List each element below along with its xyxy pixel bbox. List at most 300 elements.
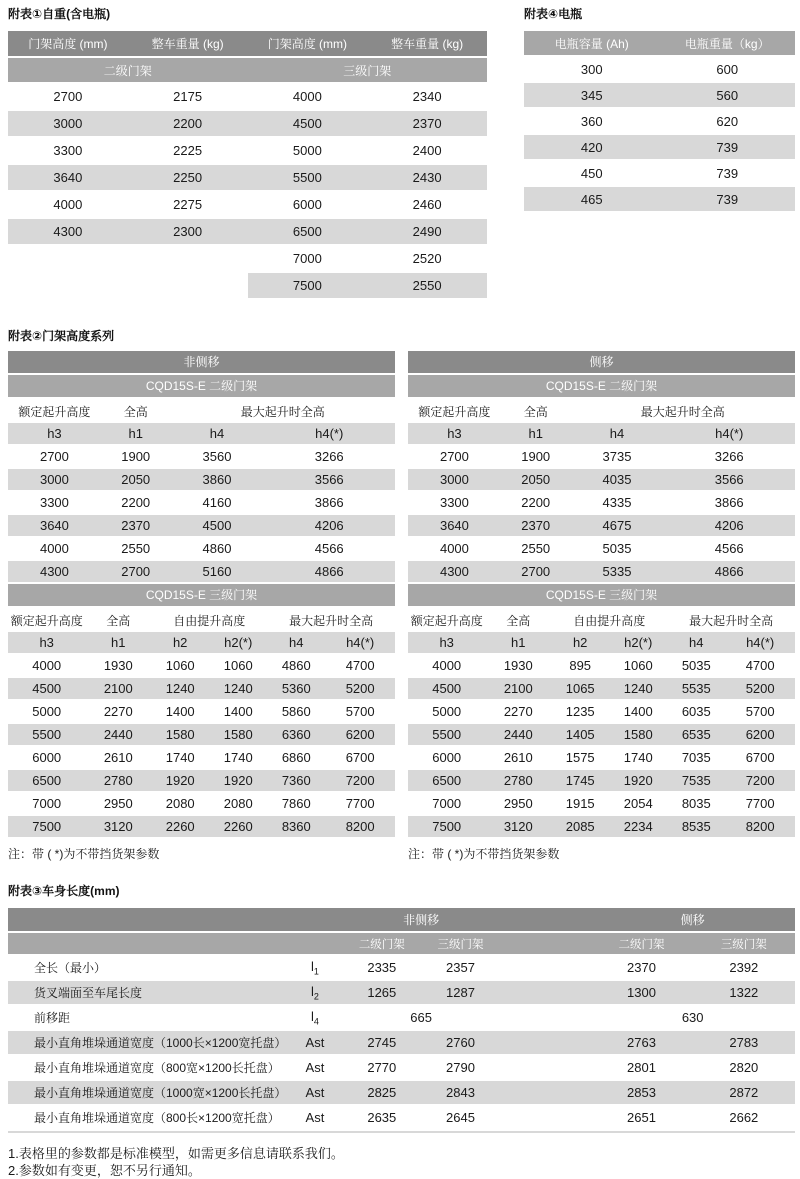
value-cell: 1580 xyxy=(151,724,209,745)
self-weight-column-headers xyxy=(8,31,487,56)
table-row xyxy=(8,138,487,163)
value-cell: 739 xyxy=(660,135,796,159)
value-cell: 2700 xyxy=(408,446,501,467)
value-cell: 4000 xyxy=(8,192,128,217)
row-symbol: $l_4$ xyxy=(287,1006,342,1029)
value-cell: 3300 xyxy=(8,492,101,513)
value-cell: 2490 xyxy=(367,219,487,244)
table-row xyxy=(8,246,487,271)
value-cell: 2651 xyxy=(590,1106,692,1129)
value-cell: 2520 xyxy=(367,246,487,271)
column-group-header: 全高 xyxy=(485,610,551,630)
value-cell: 4566 xyxy=(663,538,795,559)
value-cell: 2370 xyxy=(590,956,692,979)
value-cell: 5500 xyxy=(248,165,368,190)
column-header: 电瓶容量 (Ah) xyxy=(524,31,660,55)
three-stage-table xyxy=(8,608,395,839)
value-cell: 7000 xyxy=(248,246,368,271)
empty-cell xyxy=(8,246,128,271)
value-cell: 5160 xyxy=(171,561,264,582)
value-cell: 2790 xyxy=(421,1056,500,1079)
value-cell: 739 xyxy=(660,187,796,211)
table-row xyxy=(524,135,795,159)
symbol-header: h4 xyxy=(667,632,725,653)
symbol-header: h4 xyxy=(267,632,325,653)
table-row xyxy=(524,109,795,133)
column-header: 整车重量 (kg) xyxy=(128,31,248,56)
value-cell: 630 xyxy=(590,1006,795,1029)
table-row xyxy=(408,446,795,467)
mast-height-title: 附表②门架高度系列 xyxy=(8,329,115,343)
battery-block xyxy=(524,6,795,213)
value-cell: 4206 xyxy=(263,515,395,536)
table-row xyxy=(8,1006,795,1029)
value-cell: 2700 xyxy=(8,446,101,467)
symbol-header: h1 xyxy=(501,423,571,444)
column-header: 电瓶重量（kg） xyxy=(660,31,796,55)
footer-notes xyxy=(8,1145,795,1179)
body-length-group-header-row xyxy=(8,908,795,931)
value-cell: 4206 xyxy=(663,515,795,536)
value-cell: 3860 xyxy=(171,469,264,490)
value-cell: 1400 xyxy=(151,701,209,722)
value-cell: 7860 xyxy=(267,793,325,814)
column-header: 门架高度 (mm) xyxy=(8,31,128,56)
value-cell: 5535 xyxy=(667,678,725,699)
column-group-header-row xyxy=(8,610,395,630)
table-row xyxy=(8,273,487,298)
table-row xyxy=(8,816,395,837)
column-group-header: 自由提升高度 xyxy=(151,610,267,630)
value-cell: 3120 xyxy=(485,816,551,837)
value-cell: 2080 xyxy=(209,793,267,814)
value-cell: 1740 xyxy=(609,747,667,768)
table-row xyxy=(8,724,395,745)
row-label: 最小直角堆垛通道宽度（800宽×1200长托盘） xyxy=(8,1056,287,1079)
value-cell: 1740 xyxy=(151,747,209,768)
value-cell: 2700 xyxy=(501,561,571,582)
value-cell: 7200 xyxy=(725,770,795,791)
value-cell: 1930 xyxy=(485,655,551,676)
empty-header xyxy=(8,908,342,931)
value-cell: 1900 xyxy=(101,446,171,467)
model-header-two-stage: CQD15S-E 二级门架 xyxy=(8,375,395,397)
table-row xyxy=(408,816,795,837)
body-length-table xyxy=(8,906,795,1133)
row-label: 最小直角堆垛通道宽度（1000宽×1200长托盘） xyxy=(8,1081,287,1104)
value-cell: 8200 xyxy=(325,816,395,837)
value-cell: 2610 xyxy=(85,747,151,768)
battery-column-headers xyxy=(524,31,795,55)
self-weight-block xyxy=(8,6,487,300)
value-cell: 2260 xyxy=(209,816,267,837)
value-cell: 6000 xyxy=(8,747,85,768)
value-cell: 4000 xyxy=(408,538,501,559)
column-header: 三级门架 xyxy=(693,933,795,954)
value-cell: 1287 xyxy=(421,981,500,1004)
symbol-header: h2 xyxy=(151,632,209,653)
value-cell: 8035 xyxy=(667,793,725,814)
column-group-header: 自由提升高度 xyxy=(551,610,667,630)
value-cell: 2200 xyxy=(501,492,571,513)
value-cell: 420 xyxy=(524,135,660,159)
value-cell: 6500 xyxy=(248,219,368,244)
value-cell: 2872 xyxy=(693,1081,795,1104)
value-cell: 7500 xyxy=(248,273,368,298)
value-cell: 2662 xyxy=(693,1106,795,1129)
value-cell: 1740 xyxy=(209,747,267,768)
value-cell: 2054 xyxy=(609,793,667,814)
value-cell: 2430 xyxy=(367,165,487,190)
value-cell: 2050 xyxy=(501,469,571,490)
column-header: 三级门架 xyxy=(421,933,500,954)
value-cell: 2250 xyxy=(128,165,248,190)
value-cell: 3300 xyxy=(408,492,501,513)
value-cell: 4300 xyxy=(8,561,101,582)
table-row xyxy=(8,84,487,109)
symbol-header: h2 xyxy=(551,632,609,653)
value-cell: 7700 xyxy=(325,793,395,814)
value-cell: 7000 xyxy=(408,793,485,814)
value-cell: 665 xyxy=(342,1006,499,1029)
table-row xyxy=(408,724,795,745)
value-cell: 5500 xyxy=(408,724,485,745)
symbol-header: h2(*) xyxy=(209,632,267,653)
row-symbol: Ast xyxy=(287,1106,342,1129)
value-cell: 1920 xyxy=(151,770,209,791)
symbol-header: h1 xyxy=(101,423,171,444)
value-cell: 2700 xyxy=(101,561,171,582)
symbol-header: h3 xyxy=(8,423,101,444)
panel-type-header: 侧移 xyxy=(408,351,795,373)
value-cell: 739 xyxy=(660,161,796,185)
row-symbol: $l_1$ xyxy=(287,956,342,979)
value-cell: 2370 xyxy=(501,515,571,536)
table-row xyxy=(8,219,487,244)
symbol-header: h4(*) xyxy=(725,632,795,653)
panel-nonsideshift xyxy=(8,351,395,862)
empty-cell xyxy=(8,273,128,298)
value-cell: 1900 xyxy=(501,446,571,467)
value-cell: 4300 xyxy=(408,561,501,582)
value-cell: 5360 xyxy=(267,678,325,699)
value-cell: 2275 xyxy=(128,192,248,217)
value-cell: 5200 xyxy=(325,678,395,699)
row-label: 最小直角堆垛通道宽度（800长×1200宽托盘） xyxy=(8,1106,287,1129)
battery-table xyxy=(524,29,795,213)
value-cell: 2050 xyxy=(101,469,171,490)
model-header-two-stage: CQD15S-E 二级门架 xyxy=(408,375,795,397)
symbol-header: h1 xyxy=(485,632,551,653)
value-cell: 2745 xyxy=(342,1031,421,1054)
symbol-header: h3 xyxy=(408,423,501,444)
table-row xyxy=(8,446,395,467)
value-cell: 4300 xyxy=(8,219,128,244)
value-cell: 2610 xyxy=(485,747,551,768)
value-cell: 3000 xyxy=(408,469,501,490)
body-length-section xyxy=(8,883,795,1133)
value-cell: 600 xyxy=(660,57,796,81)
column-group-header: 全高 xyxy=(101,401,171,421)
value-cell: 1300 xyxy=(590,981,692,1004)
value-cell: 4035 xyxy=(571,469,664,490)
value-cell: 2763 xyxy=(590,1031,692,1054)
table-row xyxy=(8,192,487,217)
value-cell: 2801 xyxy=(590,1056,692,1079)
table-row xyxy=(8,1031,795,1054)
value-cell: 1400 xyxy=(209,701,267,722)
column-group-header-row xyxy=(408,610,795,630)
value-cell: 2460 xyxy=(367,192,487,217)
value-cell: 4866 xyxy=(263,561,395,582)
value-cell: 2100 xyxy=(485,678,551,699)
value-cell: 6200 xyxy=(725,724,795,745)
value-cell: 3735 xyxy=(571,446,664,467)
value-cell: 465 xyxy=(524,187,660,211)
table-row xyxy=(524,83,795,107)
value-cell: 4866 xyxy=(663,561,795,582)
column-group-header: 额定起升高度 xyxy=(408,401,501,421)
column-group-header: 最大起升时全高 xyxy=(171,401,395,421)
table-row xyxy=(408,655,795,676)
value-cell: 1240 xyxy=(151,678,209,699)
value-cell: 3266 xyxy=(263,446,395,467)
table-row xyxy=(408,793,795,814)
value-cell: 4860 xyxy=(171,538,264,559)
table-row xyxy=(8,165,487,190)
value-cell: 1235 xyxy=(551,701,609,722)
value-cell: 3866 xyxy=(263,492,395,513)
value-cell: 3000 xyxy=(8,111,128,136)
self-weight-table xyxy=(8,29,487,300)
symbol-header: h3 xyxy=(8,632,85,653)
table-row xyxy=(8,492,395,513)
value-cell: 2853 xyxy=(590,1081,692,1104)
value-cell: 2550 xyxy=(501,538,571,559)
mast-height-section xyxy=(8,351,795,862)
value-cell: 6500 xyxy=(408,770,485,791)
value-cell: 3560 xyxy=(171,446,264,467)
symbol-header-row xyxy=(8,632,395,653)
table-row xyxy=(8,515,395,536)
value-cell: 5335 xyxy=(571,561,664,582)
value-cell: 360 xyxy=(524,109,660,133)
value-cell: 450 xyxy=(524,161,660,185)
value-cell: 5200 xyxy=(725,678,795,699)
value-cell: 1060 xyxy=(209,655,267,676)
symbol-header: h4(*) xyxy=(663,423,795,444)
mast-note: 注：带 ( *)为不带挡货架参数 xyxy=(8,847,160,861)
value-cell: 2270 xyxy=(485,701,551,722)
spacer-header xyxy=(500,908,591,931)
value-cell: 2340 xyxy=(367,84,487,109)
row-symbol: Ast xyxy=(287,1081,342,1104)
value-cell: 2200 xyxy=(128,111,248,136)
value-cell: 2335 xyxy=(342,956,421,979)
spacer-cell xyxy=(500,1006,591,1029)
value-cell: 1920 xyxy=(209,770,267,791)
value-cell: 3300 xyxy=(8,138,128,163)
spacer-cell xyxy=(500,981,591,1004)
table-row xyxy=(408,492,795,513)
value-cell: 6000 xyxy=(408,747,485,768)
column-group-header: 额定起升高度 xyxy=(8,401,101,421)
table-row xyxy=(8,956,795,979)
table-row xyxy=(8,747,395,768)
table-row xyxy=(408,561,795,582)
value-cell: 4000 xyxy=(408,655,485,676)
value-cell: 7200 xyxy=(325,770,395,791)
table-row xyxy=(408,515,795,536)
value-cell: 5035 xyxy=(667,655,725,676)
value-cell: 1240 xyxy=(209,678,267,699)
empty-cell xyxy=(128,246,248,271)
value-cell: 2820 xyxy=(693,1056,795,1079)
value-cell: 5860 xyxy=(267,701,325,722)
row-symbol: $l_2$ xyxy=(287,981,342,1004)
value-cell: 5000 xyxy=(408,701,485,722)
value-cell: 5700 xyxy=(725,701,795,722)
value-cell: 1745 xyxy=(551,770,609,791)
symbol-header: h4(*) xyxy=(325,632,395,653)
value-cell: 6360 xyxy=(267,724,325,745)
value-cell: 2100 xyxy=(85,678,151,699)
group-header-nonsideshift: 非侧移 xyxy=(342,908,499,931)
value-cell: 6700 xyxy=(725,747,795,768)
value-cell: 3640 xyxy=(8,165,128,190)
panel-type-header: 非侧移 xyxy=(8,351,395,373)
value-cell: 1575 xyxy=(551,747,609,768)
value-cell: 8360 xyxy=(267,816,325,837)
value-cell: 1405 xyxy=(551,724,609,745)
row-label: 全长（最小） xyxy=(8,956,287,979)
value-cell: 1265 xyxy=(342,981,421,1004)
value-cell: 3120 xyxy=(85,816,151,837)
value-cell: 2760 xyxy=(421,1031,500,1054)
value-cell: 2440 xyxy=(485,724,551,745)
table-row xyxy=(524,161,795,185)
column-group-header: 全高 xyxy=(85,610,151,630)
value-cell: 4700 xyxy=(725,655,795,676)
value-cell: 620 xyxy=(660,109,796,133)
value-cell: 1920 xyxy=(609,770,667,791)
column-header: 整车重量 (kg) xyxy=(367,31,487,56)
table-row xyxy=(8,111,487,136)
value-cell: 2550 xyxy=(367,273,487,298)
value-cell: 2950 xyxy=(485,793,551,814)
table-row xyxy=(8,561,395,582)
value-cell: 1240 xyxy=(609,678,667,699)
value-cell: 1580 xyxy=(209,724,267,745)
value-cell: 2392 xyxy=(693,956,795,979)
value-cell: 4860 xyxy=(267,655,325,676)
value-cell: 1930 xyxy=(85,655,151,676)
value-cell: 7700 xyxy=(725,793,795,814)
value-cell: 560 xyxy=(660,83,796,107)
symbol-header: h4 xyxy=(571,423,664,444)
row-label: 最小直角堆垛通道宽度（1000长×1200宽托盘） xyxy=(8,1031,287,1054)
empty-header xyxy=(8,933,342,954)
value-cell: 8200 xyxy=(725,816,795,837)
value-cell: 1400 xyxy=(609,701,667,722)
self-weight-title: 附表①自重(含电瓶) xyxy=(8,7,111,21)
value-cell: 2270 xyxy=(85,701,151,722)
panel-sideshift xyxy=(408,351,795,862)
value-cell: 2645 xyxy=(421,1106,500,1129)
value-cell: 4160 xyxy=(171,492,264,513)
value-cell: 2400 xyxy=(367,138,487,163)
body-length-column-header-row xyxy=(8,933,795,954)
column-header: 二级门架 xyxy=(342,933,421,954)
value-cell: 2780 xyxy=(85,770,151,791)
table-row xyxy=(524,187,795,211)
value-cell: 2260 xyxy=(151,816,209,837)
group-header-two-stage: 二级门架 xyxy=(8,58,248,82)
value-cell: 6500 xyxy=(8,770,85,791)
value-cell: 6535 xyxy=(667,724,725,745)
row-symbol: Ast xyxy=(287,1031,342,1054)
column-group-header-row xyxy=(8,401,395,421)
value-cell: 1060 xyxy=(609,655,667,676)
value-cell: 6200 xyxy=(325,724,395,745)
model-header-three-stage: CQD15S-E 三级门架 xyxy=(8,584,395,606)
value-cell: 2225 xyxy=(128,138,248,163)
table-row xyxy=(408,747,795,768)
spacer-cell xyxy=(500,1106,591,1129)
table-row xyxy=(8,538,395,559)
value-cell: 2440 xyxy=(85,724,151,745)
value-cell: 2770 xyxy=(342,1056,421,1079)
row-label: 货叉端面至车尾长度 xyxy=(8,981,287,1004)
value-cell: 3866 xyxy=(663,492,795,513)
column-group-header: 额定起升高度 xyxy=(8,610,85,630)
table-row xyxy=(8,793,395,814)
row-label: 前移距 xyxy=(8,1006,287,1029)
value-cell: 2175 xyxy=(128,84,248,109)
table-row xyxy=(8,655,395,676)
value-cell: 2370 xyxy=(367,111,487,136)
column-header: 门架高度 (mm) xyxy=(248,31,368,56)
table-row xyxy=(8,678,395,699)
value-cell: 7500 xyxy=(408,816,485,837)
spacer-cell xyxy=(500,1031,591,1054)
value-cell: 7360 xyxy=(267,770,325,791)
symbol-header-row xyxy=(8,423,395,444)
column-group-header: 全高 xyxy=(501,401,571,421)
symbol-header-row xyxy=(408,423,795,444)
table-row xyxy=(408,678,795,699)
table-row xyxy=(8,1081,795,1104)
column-group-header: 最大起升时全高 xyxy=(571,401,795,421)
symbol-header: h4 xyxy=(171,423,264,444)
value-cell: 4500 xyxy=(8,678,85,699)
value-cell: 4000 xyxy=(8,655,85,676)
value-cell: 1322 xyxy=(693,981,795,1004)
value-cell: 7035 xyxy=(667,747,725,768)
value-cell: 2783 xyxy=(693,1031,795,1054)
symbol-header-row xyxy=(408,632,795,653)
value-cell: 5035 xyxy=(571,538,664,559)
table-row xyxy=(8,469,395,490)
value-cell: 2635 xyxy=(342,1106,421,1129)
value-cell: 6700 xyxy=(325,747,395,768)
top-section xyxy=(8,6,795,300)
spacer-cell xyxy=(500,1056,591,1079)
footer-note-2: 2.参数如有变更，恕不另行通知。 xyxy=(8,1163,201,1178)
value-cell: 3566 xyxy=(663,469,795,490)
value-cell: 2300 xyxy=(128,219,248,244)
value-cell: 3000 xyxy=(8,469,101,490)
